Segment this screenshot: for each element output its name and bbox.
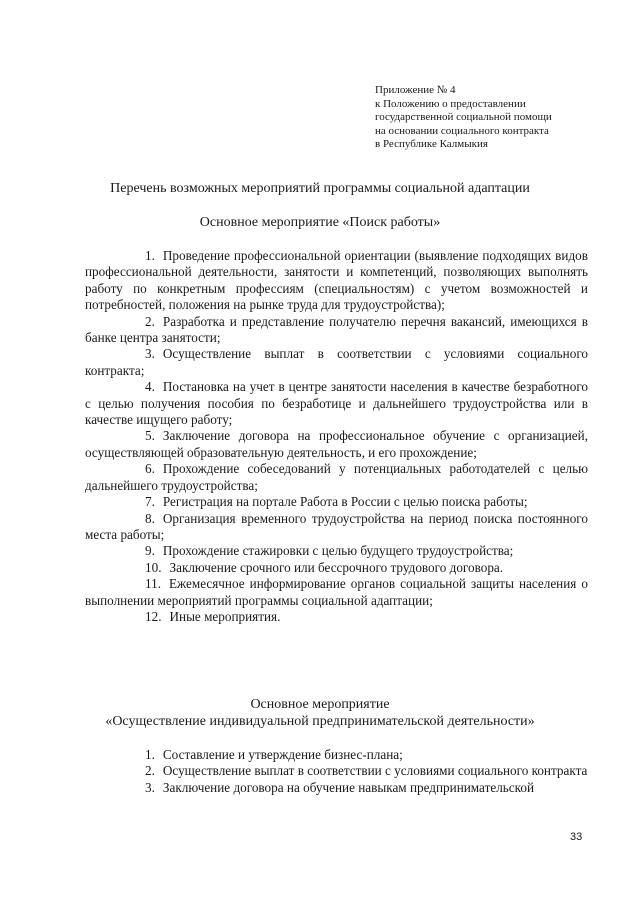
list-item [85,747,588,763]
list-item [85,379,588,428]
item-number: 1. [145,248,155,263]
list-item [85,780,588,796]
section2-title-line2: «Осуществление индивидуальной предпринимательской деятельности» [105,714,535,729]
item-text: Иные мероприятия. [169,608,281,624]
list-item [85,543,588,559]
list-item [85,763,588,779]
list-item [85,560,588,576]
annex-line: государственной социальной помощи [375,111,552,124]
item-text: Организация временного трудоустройства на период поиска постоянного места работы; [85,510,588,542]
item-number: 1. [145,747,155,762]
item-text: Осуществление выплат в соответствии с условиями социального контракта [162,763,588,779]
item-text: Проведение профессиональной ориентации (выявление подходящих видов профессиональной деятельности, занятости и компетенций, позволяющих выполнять работу по конкретным профессиям (специальностям) с учетом возможностей и потребностей, положения на рынке труда для трудоустройства); [85,248,588,313]
section2-list [85,747,588,796]
list-item [85,314,588,347]
item-number: 12. [145,608,162,624]
item-text: Составление и утверждение бизнес-плана; [162,747,403,762]
item-number: 2. [145,313,155,329]
item-text: Заключение срочного или бессрочного трудового договора. [169,559,504,575]
item-number: 2. [145,763,155,779]
item-number: 4. [145,379,155,395]
item-text: Регистрация на портале Работа в России с целью поиска работы; [162,494,528,510]
list-item [85,248,588,314]
annex-line: Приложение № 4 [375,84,456,96]
section2-title-line1: Основное мероприятие [250,697,390,712]
list-item [85,428,588,461]
annex-line: в Республике Калмыкия [375,138,488,151]
item-number: 6. [145,461,155,477]
item-number: 9. [145,543,155,559]
item-number: 8. [145,510,155,526]
item-text: Заключение договора на обучение навыкам предпринимательской [162,779,535,795]
list-item [85,494,588,510]
item-text: Разработка и представление получателю перечня вакансий, имеющихся в банке центра занятости; [85,313,588,346]
list-item [85,346,588,379]
list-item [85,461,588,494]
list-item [85,576,588,609]
document-title: Перечень возможных мероприятий программы социальной адаптации [110,181,530,196]
annex-header [375,84,605,152]
item-number: 5. [145,428,155,444]
item-number: 3. [145,779,155,795]
item-number: 11. [145,576,161,592]
section1-list [85,248,588,625]
section1-title: Основное мероприятие «Поиск работы» [199,215,441,230]
item-text: Ежемесячное информирование органов социальной защиты населения о выполнении мероприятий программы социальной адаптации; [85,576,588,608]
annex-line: к Положению о предоставлении [375,97,526,110]
page-number: 33 [570,831,583,843]
item-number: 7. [145,494,155,510]
item-text: Прохождение стажировки с целью будущего трудоустройства; [162,543,514,559]
item-number: 3. [145,346,155,362]
list-item [85,511,588,544]
item-text: Прохождение собеседований у потенциальных работодателей с целью дальнейшего трудоустройства; [85,461,588,493]
item-number: 10. [145,559,162,575]
item-text: Постановка на учет в центре занятости населения в качестве безработного с целью получения пособия по безработице и дальнейшего трудоустройства или в качестве ищущего работу; [85,379,588,428]
item-text: Заключение договора на профессиональное обучение с организацией, осуществляющей образовательную деятельность, и его прохождение; [85,428,588,460]
item-text: Осуществление выплат в соответствии с условиями социального контракта; [85,346,588,378]
list-item [85,609,588,625]
annex-line: на основании социального контракта [375,124,549,137]
